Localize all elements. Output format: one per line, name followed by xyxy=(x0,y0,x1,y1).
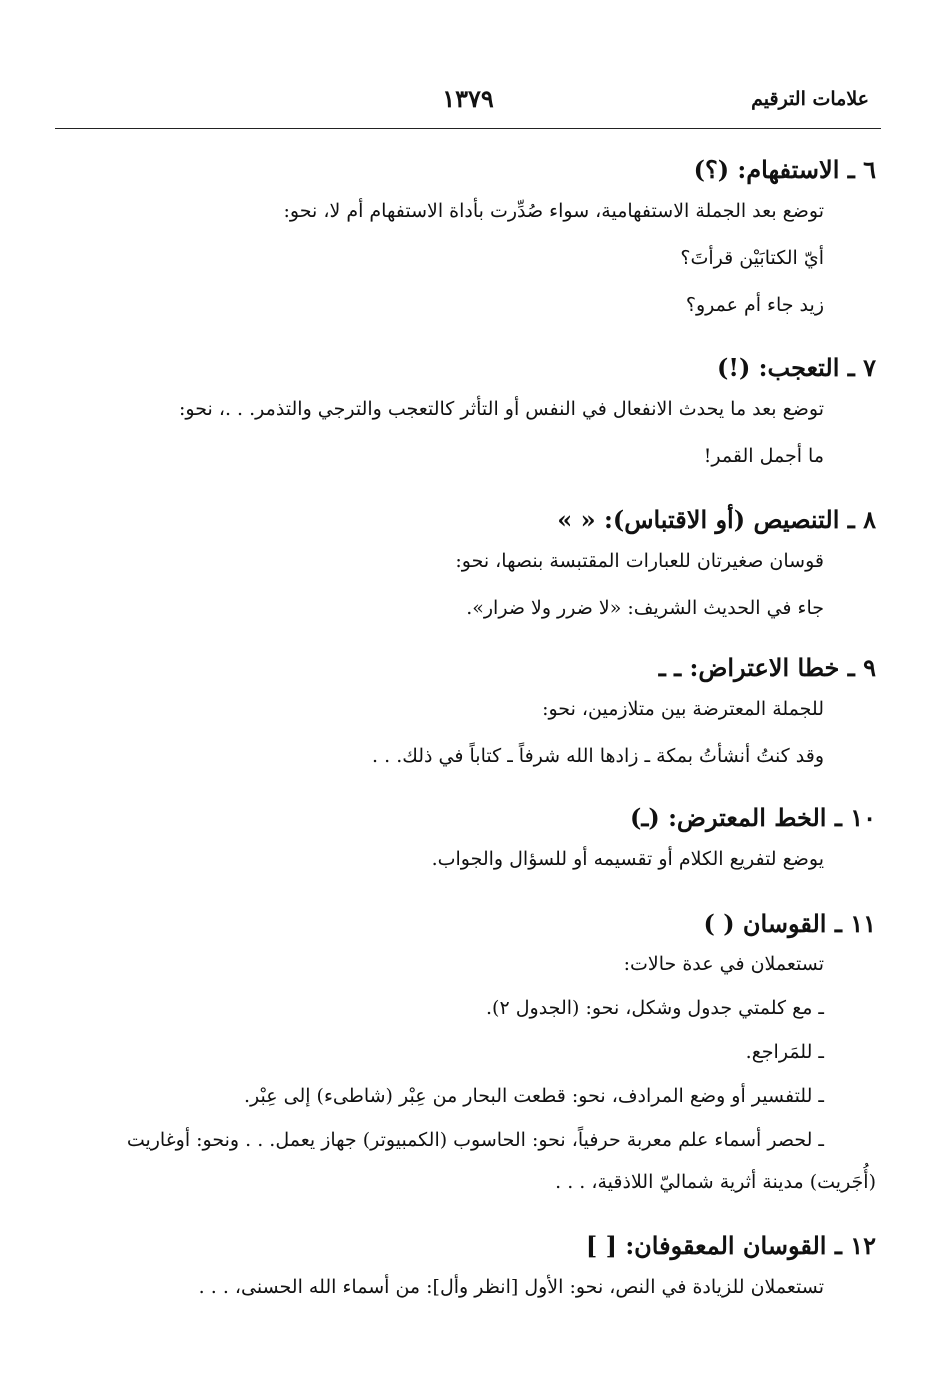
section-heading: ٦ ـ الاستفهام: (؟) xyxy=(693,155,876,184)
section-heading: ١٠ ـ الخط المعترض: (ـ) xyxy=(629,803,876,832)
section-parentheses xyxy=(60,906,876,1202)
list-item-continuation: (أُجَريت) مدينة أثرية شماليّ اللاذقية، . . . xyxy=(555,1171,876,1193)
example-text: جاء في الحديث الشريف: «لا ضرر ولا ضرار». xyxy=(466,597,824,619)
section-heading: ٩ ـ خطا الاعتراض: ـ ـ xyxy=(658,653,876,682)
example-text: زيد جاء أم عمرو؟ xyxy=(685,294,824,316)
section-heading: ١١ ـ القوسان ( ) xyxy=(703,909,876,938)
section-square-brackets xyxy=(60,1228,876,1311)
list-item: ـ مع كلمتي جدول وشكل، نحو: (الجدول ٢). xyxy=(486,997,824,1019)
section-heading: ٧ ـ التعجب: (!) xyxy=(717,353,876,382)
example-text: ما أجمل القمر! xyxy=(703,445,824,467)
section-question-mark xyxy=(60,152,876,329)
section-text: للجملة المعترضة بين متلازمين، نحو: xyxy=(542,698,824,720)
page-header xyxy=(55,84,881,129)
section-text: قوسان صغيرتان للعبارات المقتبسة بنصها، نحو: xyxy=(455,550,824,572)
running-title: علامات الترقيم xyxy=(751,88,869,110)
section-quotation-marks xyxy=(60,502,876,632)
section-text: توضع بعد الجملة الاستفهامية، سواء صُدِّرت بأداة الاستفهام أم لا، نحو: xyxy=(283,200,824,222)
section-text: توضع بعد ما يحدث الانفعال في النفس أو التأثر كالتعجب والترجي والتذمر. . .، نحو: xyxy=(179,398,824,420)
section-text: تستعملان للزيادة في النص، نحو: الأول [انظر وأل]: من أسماء الله الحسنى، . . . xyxy=(198,1276,824,1298)
section-dash xyxy=(60,800,876,883)
section-parenthetical-dashes xyxy=(60,650,876,780)
section-text: يوضع لتفريع الكلام أو تقسيمه أو للسؤال والجواب. xyxy=(431,848,824,870)
example-text: وقد كنتُ أنشأتُ بمكة ـ زادها الله شرفاً ـ كتاباً في ذلك. . . xyxy=(372,745,824,767)
list-item: ـ للتفسير أو وضع المرادف، نحو: قطعت البحار من عِبْر (شاطىء) إلى عِبْر. xyxy=(243,1085,824,1107)
page-number: ١٣٧٩ xyxy=(442,84,494,113)
section-heading: ١٢ ـ القوسان المعقوفان: [ ] xyxy=(585,1231,876,1260)
example-text: أيّ الكتابَيْن قرأتَ؟ xyxy=(680,247,824,269)
list-item: ـ لحصر أسماء علم معربة حرفياً، نحو: الحاسوب (الكمبيوتر) جهاز يعمل. . . ونحو: أوغاريت xyxy=(126,1129,824,1151)
section-exclamation-mark xyxy=(60,350,876,480)
section-heading: ٨ ـ التنصيص (أو الاقتباس): « » xyxy=(557,505,876,534)
list-item: ـ للمَراجع. xyxy=(745,1041,824,1063)
section-text: تستعملان في عدة حالات: xyxy=(623,953,824,975)
